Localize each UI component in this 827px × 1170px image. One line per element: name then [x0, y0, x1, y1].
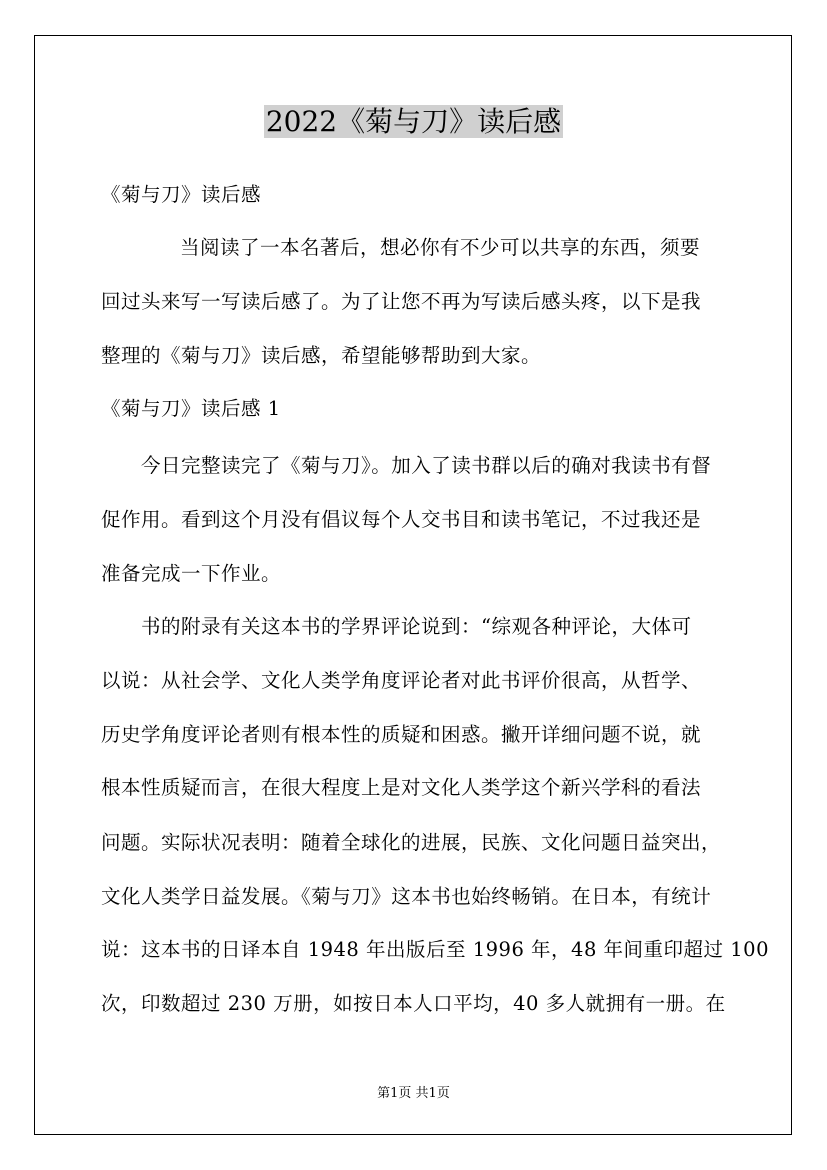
paragraph-line: 说：这本书的日译本自 1948 年出版后至 1996 年，48 年间重印超过 100 — [101, 938, 769, 961]
paragraph-line: 问题。实际状况表明：随着全球化的进展，民族、文化问题日益突出， — [101, 831, 722, 854]
paragraph-line: 文化人类学日益发展。《菊与刀》这本书也始终畅销。在日本，有统计 — [101, 885, 712, 908]
document-title — [0, 100, 827, 144]
paragraph-line: 书的附录有关这本书的学界评论说到：“综观各种评论，大体可 — [141, 615, 692, 638]
page-footer: 第1页 共1页 — [377, 1086, 450, 1101]
intro-line: 整理的《菊与刀》读后感，希望能够帮助到大家。 — [101, 344, 542, 367]
intro-line: 当阅读了一本名著后，想必你有不少可以共享的东西，须要 — [180, 236, 701, 259]
paragraph-line: 根本性质疑而言，在很大程度上是对文化人类学这个新兴学科的看法 — [101, 776, 702, 799]
paragraph-line: 历史学角度评论者则有根本性的质疑和困惑。撇开详细问题不说，就 — [101, 723, 702, 746]
intro-line: 回过头来写一写读后感了。为了让您不再为写读后感头疼，以下是我 — [101, 290, 702, 313]
paragraph-line: 准备完成一下作业。 — [101, 562, 282, 585]
paragraph-line: 次，印数超过 230 万册，如按日本人口平均，40 多人就拥有一册。在 — [101, 992, 726, 1015]
paragraph-line: 以说：从社会学、文化人类学角度评论者对此书评价很高，从哲学、 — [101, 669, 702, 692]
section-heading: 《菊与刀》读后感 1 — [101, 397, 281, 420]
title-text: 2022《菊与刀》读后感 — [265, 105, 562, 138]
paragraph-line: 促作用。看到这个月没有倡议每个人交书目和读书笔记，不过我还是 — [101, 508, 702, 531]
paragraph-line: 今日完整读完了《菊与刀》。加入了读书群以后的确对我读书有督 — [141, 454, 712, 477]
subheading: 《菊与刀》读后感 — [101, 183, 262, 206]
